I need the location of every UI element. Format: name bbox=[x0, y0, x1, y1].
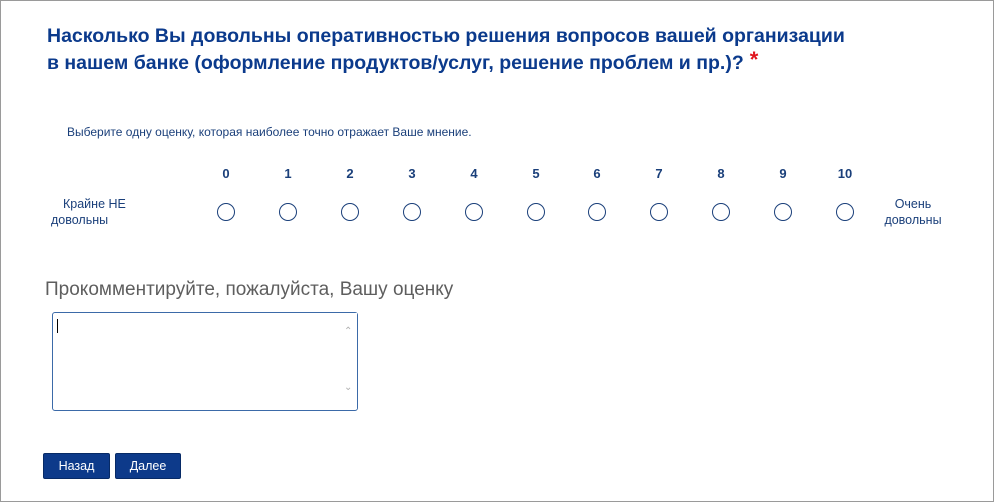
radio-option-1[interactable] bbox=[279, 203, 297, 221]
question-title bbox=[47, 23, 927, 76]
question-line-2: в нашем банке (оформление продуктов/услуг, решение проблем и пр.)? bbox=[47, 52, 744, 74]
next-button[interactable]: Далее bbox=[115, 453, 181, 479]
radio-option-9[interactable] bbox=[774, 203, 792, 221]
text-caret bbox=[57, 319, 58, 333]
scroll-up-arrow-icon[interactable]: ⌃ bbox=[344, 326, 353, 337]
radio-option-10[interactable] bbox=[836, 203, 854, 221]
right-anchor-line-2: довольны bbox=[884, 213, 942, 227]
radio-option-5[interactable] bbox=[527, 203, 545, 221]
left-anchor-line-1: Крайне НЕ bbox=[63, 197, 126, 211]
right-anchor-label bbox=[873, 196, 953, 228]
radio-option-4[interactable] bbox=[465, 203, 483, 221]
radio-option-7[interactable] bbox=[650, 203, 668, 221]
scale-number-5: 5 bbox=[532, 166, 540, 181]
back-button[interactable]: Назад bbox=[43, 453, 110, 479]
scale-number-0: 0 bbox=[222, 166, 230, 181]
scale-number-10: 10 bbox=[837, 166, 853, 181]
scale-number-6: 6 bbox=[593, 166, 601, 181]
instruction-text: Выберите одну оценку, которая наиболее точно отражает Ваше мнение. bbox=[67, 125, 472, 139]
scale-number-9: 9 bbox=[779, 166, 787, 181]
comment-textarea-frame bbox=[52, 312, 358, 411]
radio-option-8[interactable] bbox=[712, 203, 730, 221]
scale-number-3: 3 bbox=[408, 166, 416, 181]
scroll-down-arrow-icon[interactable]: ⌄ bbox=[344, 382, 353, 393]
radio-option-2[interactable] bbox=[341, 203, 359, 221]
radio-option-6[interactable] bbox=[588, 203, 606, 221]
textarea-scrollbar[interactable] bbox=[341, 313, 357, 409]
scale-number-4: 4 bbox=[470, 166, 478, 181]
comment-textarea[interactable] bbox=[53, 313, 343, 409]
required-asterisk: * bbox=[749, 47, 759, 72]
scale-number-2: 2 bbox=[346, 166, 354, 181]
comment-label: Прокомментируйте, пожалуйста, Вашу оценку bbox=[45, 279, 454, 300]
radio-option-0[interactable] bbox=[217, 203, 235, 221]
scale-number-1: 1 bbox=[284, 166, 292, 181]
left-anchor-line-2: довольны bbox=[51, 213, 109, 227]
scale-number-7: 7 bbox=[655, 166, 663, 181]
scale-number-8: 8 bbox=[717, 166, 725, 181]
radio-option-3[interactable] bbox=[403, 203, 421, 221]
question-line-1: Насколько Вы довольны оперативностью решения вопросов вашей организации bbox=[47, 25, 845, 47]
left-anchor-label bbox=[51, 196, 151, 228]
right-anchor-line-1: Очень bbox=[894, 197, 932, 211]
